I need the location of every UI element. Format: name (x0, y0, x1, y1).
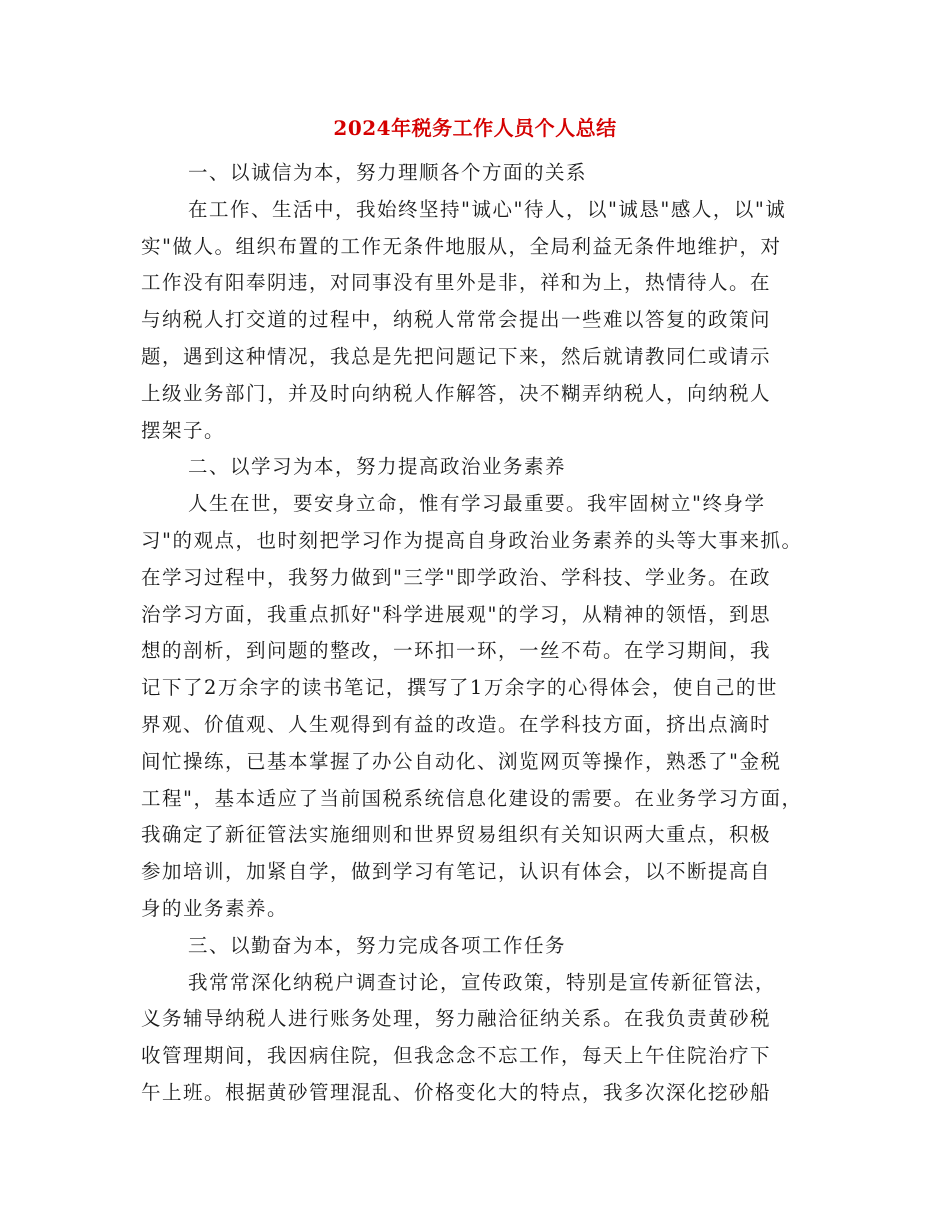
text-line: 人生在世，要安身立命，惟有学习最重要。我牢固树立"终身学 (188, 492, 766, 516)
document-body (141, 155, 811, 1112)
text-line: 摆架子。 (141, 418, 226, 442)
text-line: 二、以学习为本，努力提高政治业务素养 (188, 455, 567, 479)
text-line: 实"做人。组织布置的工作无条件地服从，全局利益无条件地维护，对 (141, 234, 782, 258)
text-line: 习"的观点，也时刻把学习作为提高自身政治业务素养的头等大事来抓。 (141, 528, 803, 552)
text-line: 收管理期间，我因病住院，但我念念不忘工作，每天上午住院治疗下 (141, 1044, 772, 1068)
text-line: 记下了2万余字的读书笔记，撰写了1万余字的心得体会，使自己的世 (141, 676, 778, 700)
text-line: 身的业务素养。 (141, 896, 289, 920)
document-title: 2024年税务工作人员个人总结 (333, 116, 617, 140)
text-line: 工程"，基本适应了当前国税系统信息化建设的需要。在业务学习方面， (141, 786, 803, 810)
text-line: 治学习方面，我重点抓好"科学进展观"的学习，从精神的领悟，到思 (141, 602, 771, 626)
text-line: 界观、价值观、人生观得到有益的改造。在学科技方面，挤出点滴时 (141, 712, 772, 736)
text-line: 我确定了新征管法实施细则和世界贸易组织有关知识两大重点，积极 (141, 823, 772, 847)
text-line: 一、以诚信为本，努力理顺各个方面的关系 (188, 161, 588, 184)
text-line: 我常常深化纳税户调查讨论，宣传政策，特别是宣传新征管法， (188, 970, 777, 994)
text-line: 义务辅导纳税人进行账务处理，努力融洽征纳关系。在我负责黄砂税 (141, 1007, 772, 1031)
text-line: 参加培训，加紧自学，做到学习有笔记，认识有体会，以不断提高自 (141, 860, 772, 884)
text-line: 间忙操练，已基本掌握了办公自动化、浏览网页等操作，熟悉了"金税 (141, 749, 782, 773)
text-line: 工作没有阳奉阴违，对同事没有里外是非，祥和为上，热情待人。在 (141, 271, 772, 295)
text-line: 与纳税人打交道的过程中，纳税人常常会提出一些难以答复的政策问 (141, 308, 772, 332)
text-line: 午上班。根据黄砂管理混乱、价格变化大的特点，我多次深化挖砂船 (141, 1080, 772, 1104)
text-line: 三、以勤奋为本，努力完成各项工作任务 (188, 933, 567, 957)
text-line: 上级业务部门，并及时向纳税人作解答，决不糊弄纳税人，向纳税人 (141, 381, 772, 405)
text-line: 在学习过程中，我努力做到"三学"即学政治、学科技、学业务。在政 (141, 565, 771, 589)
text-line: 在工作、生活中，我始终坚持"诚心"待人，以"诚恳"感人，以"诚 (188, 197, 787, 221)
text-line: 想的剖析，到问题的整改，一环扣一环，一丝不苟。在学习期间，我 (141, 639, 772, 663)
text-line: 题，遇到这种情况，我总是先把问题记下来，然后就请教同仁或请示 (141, 344, 772, 368)
